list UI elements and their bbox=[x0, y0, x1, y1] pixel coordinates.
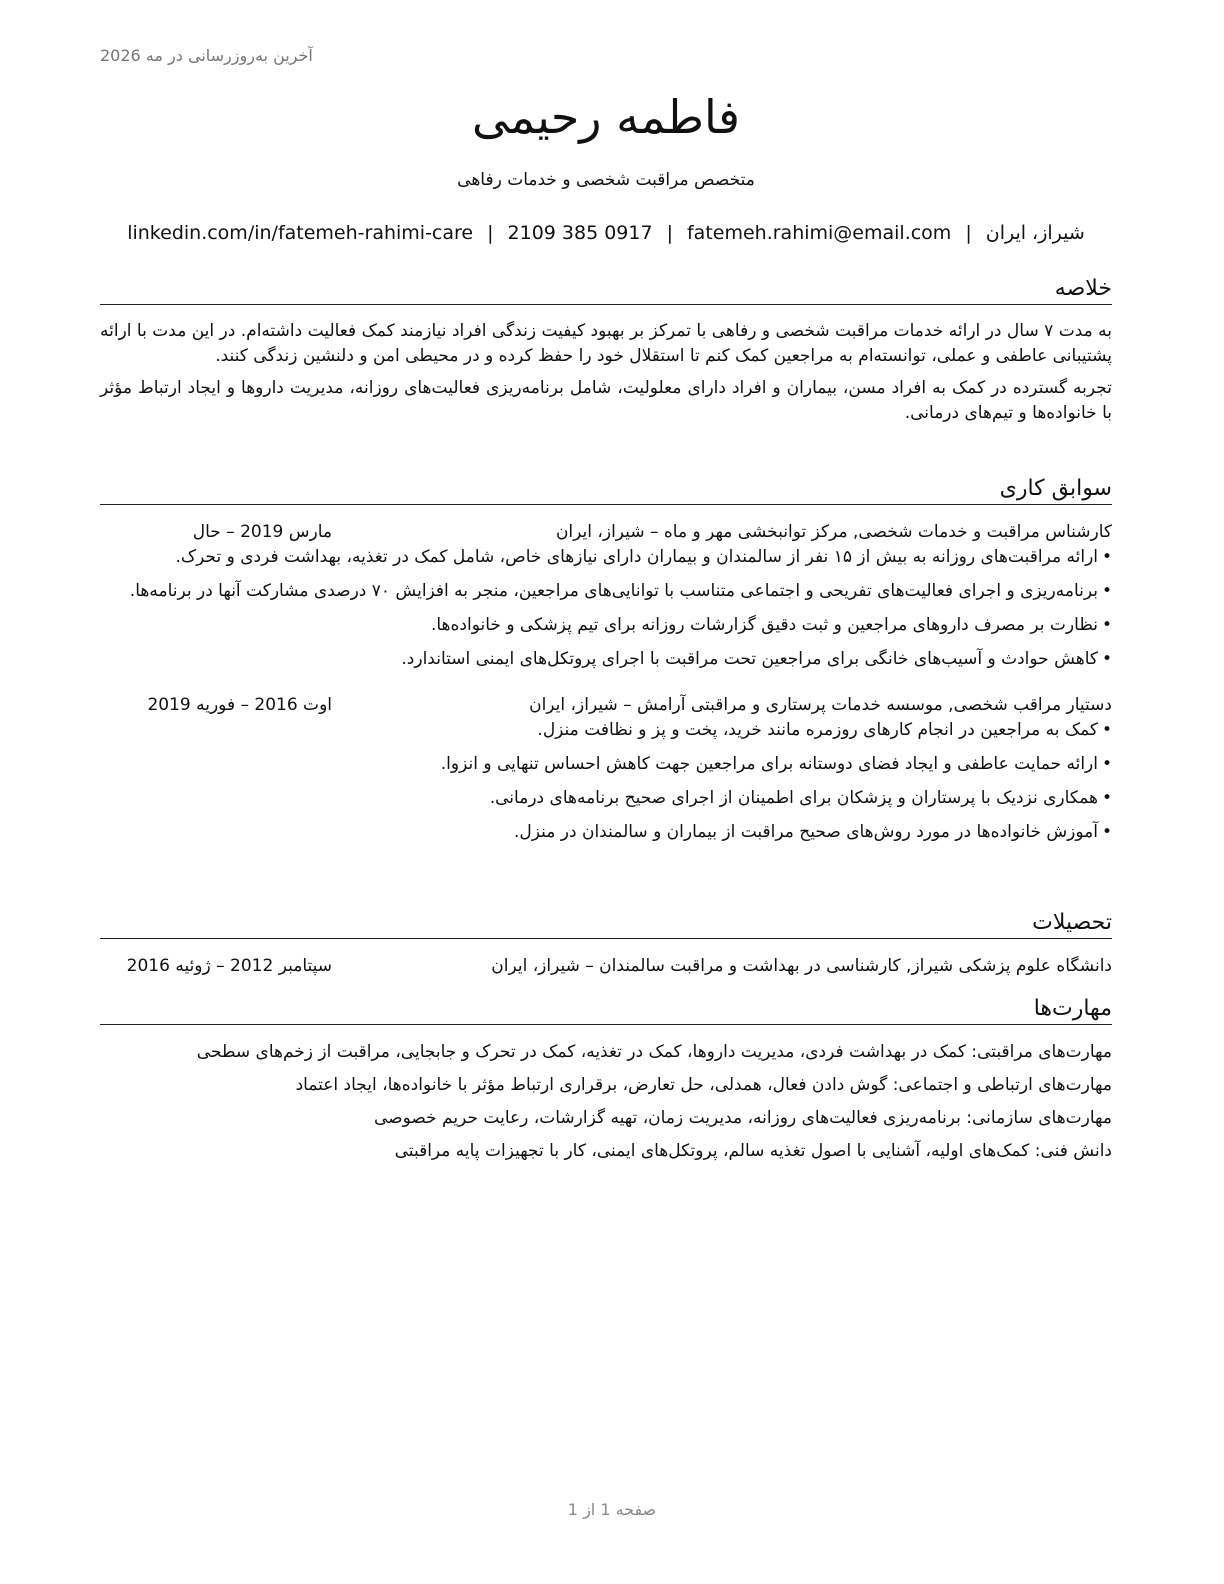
contact-separator: | bbox=[965, 222, 972, 244]
job-dates: اوت 2016 – فوریه 2019 bbox=[147, 695, 332, 716]
list-item: • ارائه مراقبت‌های روزانه به بیش از ۱۵ نفر از سالمندان و بیماران دارای نیازهای خاص، شامل کمک در تغذیه، بهداشت فردی و تحرک. bbox=[100, 545, 1112, 570]
contact-separator: | bbox=[666, 222, 673, 244]
list-item: • کمک به مراجعین در انجام کارهای روزمره مانند خرید، پخت و پز و نظافت منزل. bbox=[100, 718, 1112, 743]
skill-line: دانش فنی: کمک‌های اولیه، آشنایی با اصول تغذیه سالم، پروتکل‌های ایمنی، کار با تجهیزات پایه مراقبتی bbox=[394, 1141, 1112, 1162]
section-heading-experience: سوابق کاری bbox=[100, 476, 1112, 505]
list-item: • کاهش حوادث و آسیب‌های خانگی برای مراجعین تحت مراقبت با اجرای پروتکل‌های ایمنی استاندارد. bbox=[100, 647, 1112, 672]
contact-line bbox=[100, 222, 1112, 244]
location: شیراز، ایران bbox=[985, 222, 1085, 244]
education-section bbox=[100, 910, 1112, 979]
skill-line: مهارت‌های سازمانی: برنامه‌ریزی فعالیت‌های روزانه، مدیریت زمان، تهیه گزارشات، رعایت حریم خصوصی bbox=[374, 1108, 1112, 1129]
section-heading-education: تحصیلات bbox=[100, 910, 1112, 939]
summary-section bbox=[100, 276, 1112, 426]
phone-number: 2109 385 0917 bbox=[507, 222, 653, 244]
education-entry bbox=[100, 953, 1112, 979]
resume-page bbox=[100, 0, 1112, 1584]
education-dates: سپتامبر 2012 – ژوئیه 2016 bbox=[126, 956, 332, 977]
job-dates: مارس 2019 – حال bbox=[192, 522, 332, 543]
list-item: • برنامه‌ریزی و اجرای فعالیت‌های تفریحی و اجتماعی متناسب با توانایی‌های مراجعین، منجر به افزایش ۷۰ درصدی مشارکت آنها در برنامه‌ها. bbox=[100, 579, 1112, 604]
skill-line: مهارت‌های مراقبتی: کمک در بهداشت فردی، مدیریت داروها، کمک در تغذیه، کمک در تحرک و جابجایی، مراقبت از زخم‌های سطحی bbox=[196, 1042, 1112, 1063]
last-updated-note: آخرین به‌روزرسانی در مه 2026 bbox=[100, 46, 313, 65]
list-item: • نظارت بر مصرف داروهای مراجعین و ثبت دقیق گزارشات روزانه برای تیم پزشکی و خانواده‌ها. bbox=[100, 613, 1112, 638]
job-header bbox=[100, 519, 1112, 545]
job-entry bbox=[100, 519, 1112, 672]
summary-paragraph: تجربه گسترده در کمک به افراد مسن، بیماران و افراد دارای معلولیت، شامل برنامه‌ریزی فعالیت‌های روزانه، مدیریت داروها و ایجاد ارتباط مؤثر با خانواده‌ها و تیم‌های درمانی. bbox=[100, 378, 1112, 424]
job-entry bbox=[100, 692, 1112, 845]
job-role: دستیار مراقب شخصی, موسسه خدمات پرستاری و مراقبتی آرامش – شیراز، ایران bbox=[529, 695, 1112, 716]
experience-section bbox=[100, 476, 1112, 854]
education-degree: دانشگاه علوم پزشکی شیراز, کارشناسی در بهداشت و مراقبت سالمندان – شیراز، ایران bbox=[491, 956, 1112, 977]
section-heading-summary: خلاصه bbox=[100, 276, 1112, 305]
summary-paragraph: به مدت ۷ سال در ارائه خدمات مراقبت شخصی و رفاهی با تمرکز بر بهبود کیفیت زندگی افراد نیازمند کمک فعالیت داشته‌ام. در این مدت با ارائه پشتیبانی عاطفی و عملی، توانسته‌ام به مراجعین کمک کنم تا استقلال خود را حفظ کرده و در محیطی امن و دلنشین زندگی کنند. bbox=[100, 321, 1113, 367]
list-item: • آموزش خانواده‌ها در مورد روش‌های صحیح مراقبت از بیماران و سالمندان در منزل. bbox=[100, 820, 1112, 845]
job-bullets bbox=[100, 545, 1112, 672]
list-item: • ارائه حمایت عاطفی و ایجاد فضای دوستانه برای مراجعین جهت کاهش احساس تنهایی و انزوا. bbox=[100, 752, 1112, 777]
candidate-name: فاطمه رحیمی bbox=[472, 90, 740, 144]
linkedin-link[interactable]: linkedin.com/in/fatemeh-rahimi-care bbox=[127, 222, 474, 244]
job-header bbox=[100, 692, 1112, 718]
section-heading-skills: مهارت‌ها bbox=[100, 996, 1112, 1025]
job-role: کارشناس مراقبت و خدمات شخصی, مرکز توانبخشی مهر و ماه – شیراز، ایران bbox=[555, 522, 1112, 543]
contact-separator: | bbox=[487, 222, 494, 244]
job-bullets bbox=[100, 718, 1112, 845]
page-number: صفحه 1 از 1 bbox=[567, 1500, 657, 1519]
list-item: • همکاری نزدیک با پرستاران و پزشکان برای اطمینان از اجرای صحیح برنامه‌های درمانی. bbox=[100, 786, 1112, 811]
skills-list bbox=[100, 1039, 1112, 1164]
skills-section bbox=[100, 996, 1112, 1171]
email-link[interactable]: fatemeh.rahimi@email.com bbox=[686, 222, 952, 244]
skill-line: مهارت‌های ارتباطی و اجتماعی: گوش دادن فعال، همدلی، حل تعارض، برقراری ارتباط مؤثر با خانواده‌ها، ایجاد اعتماد bbox=[295, 1075, 1112, 1096]
candidate-title: متخصص مراقبت شخصی و خدمات رفاهی bbox=[457, 170, 755, 190]
